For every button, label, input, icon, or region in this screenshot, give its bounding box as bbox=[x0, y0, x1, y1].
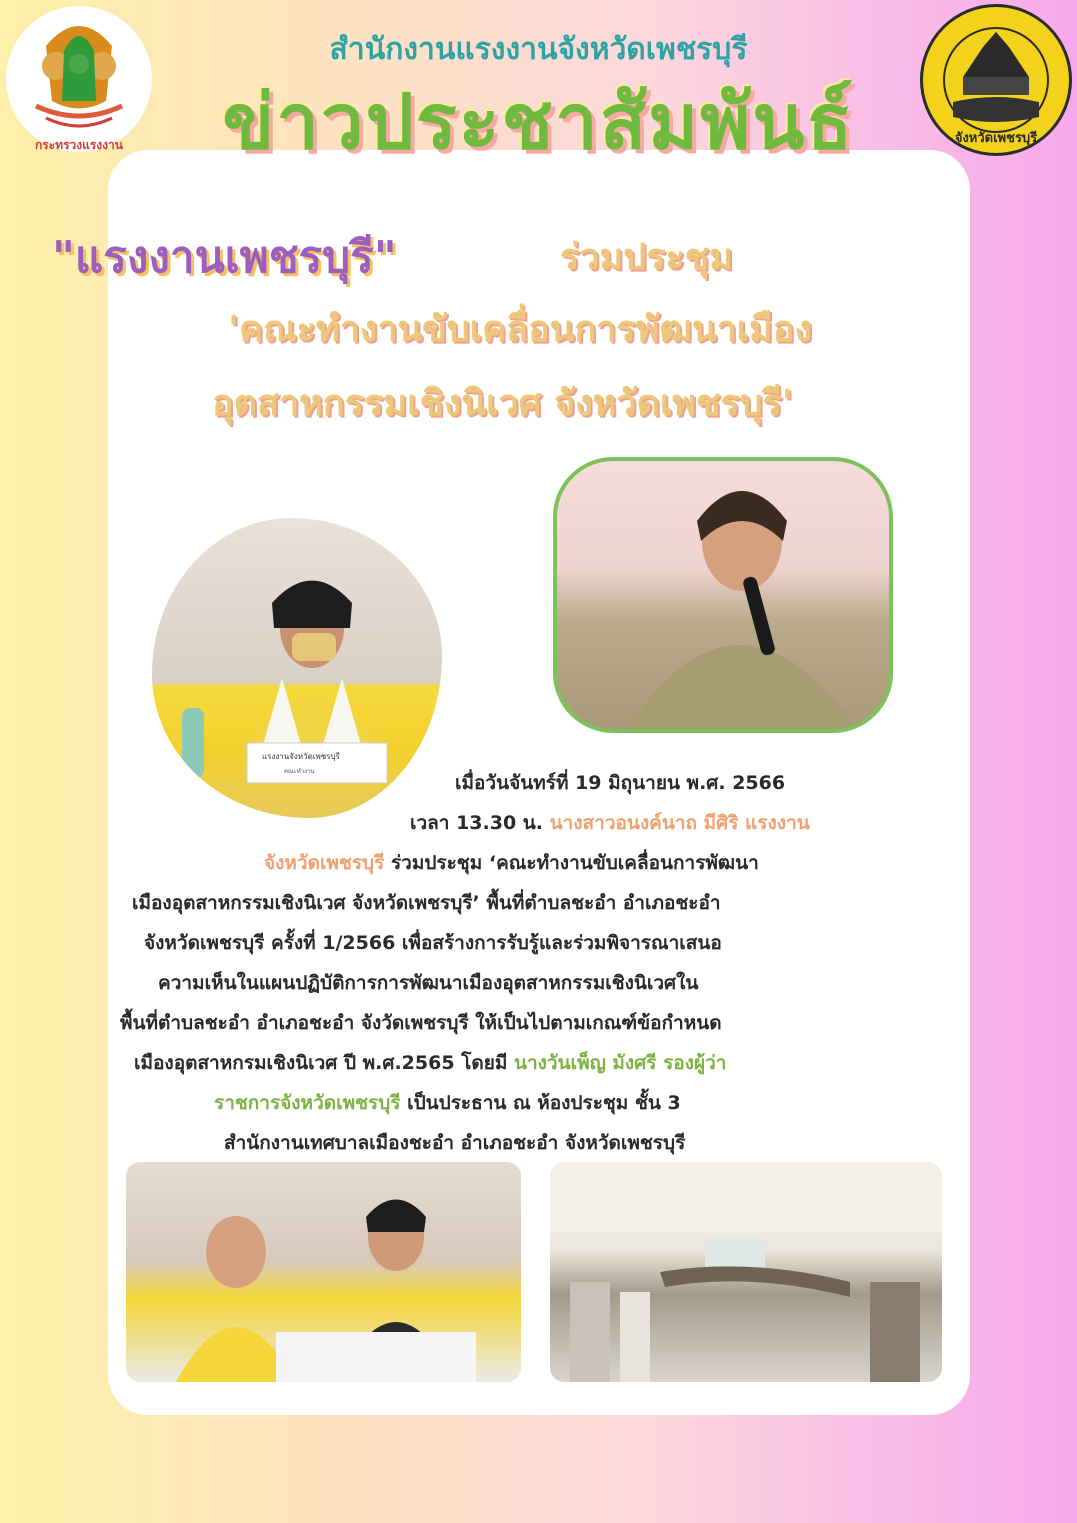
body-line-8-start: เมืองอุตสาหกรมเชิงนิเวศ ปี พ.ศ.2565 โดยมี bbox=[134, 1052, 514, 1074]
photo-meeting-room bbox=[550, 1162, 942, 1382]
logo-right-caption: จังหวัดเพชรบุรี bbox=[954, 131, 1038, 146]
body-line-9 bbox=[214, 1083, 681, 1124]
body-line-6: ความเห็นในแผนปฏิบัติการการพัฒนาเมืองอุตสาหกรรมเชิงนิเวศใน bbox=[158, 972, 699, 994]
chairperson-title-highlight: ราชการจังหวัดเพชรบุรี bbox=[214, 1092, 401, 1114]
chairperson-name-highlight: นางวันเพ็ญ มังศรี รองผู้ว่า bbox=[513, 1052, 727, 1074]
headline-verb: ร่วมประชุม bbox=[560, 237, 733, 278]
headline-line-3: อุตสาหกรรมเชิงนิเวศ จังหวัดเพชรบุรี' bbox=[212, 383, 793, 424]
body-line-3-rest: ร่วมประชุม ‘คณะทำงานขับเคลื่อนการพัฒนา bbox=[384, 852, 759, 874]
photo-deputy-governor bbox=[553, 457, 893, 733]
page-title: ข่าวประชาสัมพันธ์ bbox=[222, 77, 855, 166]
nameplate-title: แรงงานจังหวัดเพชรบุรี bbox=[262, 752, 340, 761]
body-line-3 bbox=[264, 843, 759, 884]
office-name: สำนักงานแรงงานจังหวัดเพชรบุรี bbox=[329, 32, 748, 67]
body-line-10: สำนักงานเทศบาลเมืองชะอำ อำเภอชะอำ จังหวัดเพชรบุรี bbox=[224, 1132, 686, 1154]
person-speaking-icon bbox=[557, 461, 889, 729]
two-people-meeting-icon bbox=[126, 1162, 521, 1382]
nameplate-subtitle: คณะทำงาน bbox=[284, 768, 315, 775]
body-line-7: พื้นที่ตำบลชะอำ อำเภอชะอำ จังวัดเพชรบุรี ให้เป็นไปตามเกณฑ์ข้อกำหนด bbox=[120, 1012, 722, 1034]
officer-name-highlight: นางสาวอนงค์นาถ มีศิริ แรงงาน bbox=[549, 812, 810, 834]
body-line-4: เมืองอุตสาหกรรมเชิงนิเวศ จังหวัดเพชรบุรี’ พื้นที่ตำบลชะอำ อำเภอชะอำ bbox=[132, 892, 721, 914]
conference-room-icon bbox=[550, 1162, 942, 1382]
photo-labour-officer bbox=[152, 518, 442, 818]
officer-province-highlight: จังหวัดเพชรบุรี bbox=[264, 852, 385, 874]
headline-quote: "แรงงานเพชรบุรี" bbox=[52, 232, 397, 283]
body-line-2-time: เวลา 13.30 น. bbox=[410, 812, 550, 834]
body-line-8 bbox=[134, 1043, 726, 1084]
body-line-9-rest: เป็นประธาน ณ ห้องประชุม ชั้น 3 bbox=[400, 1092, 681, 1114]
body-line-1: เมื่อวันจันทร์ที่ 19 มิถุนายน พ.ศ. 2566 bbox=[455, 772, 786, 794]
photo-meeting-participants bbox=[126, 1162, 521, 1382]
body-line-5: จังหวัดเพชรบุรี ครั้งที่ 1/2566 เพื่อสร้างการรับรู้และร่วมพิจารณาเสนอ bbox=[144, 932, 722, 954]
headline-line-2: 'คณะทำงานขับเคลื่อนการพัฒนาเมือง bbox=[228, 309, 812, 350]
logo-left-caption: กระทรวงแรงงาน bbox=[35, 138, 123, 152]
body-line-2 bbox=[410, 803, 810, 844]
